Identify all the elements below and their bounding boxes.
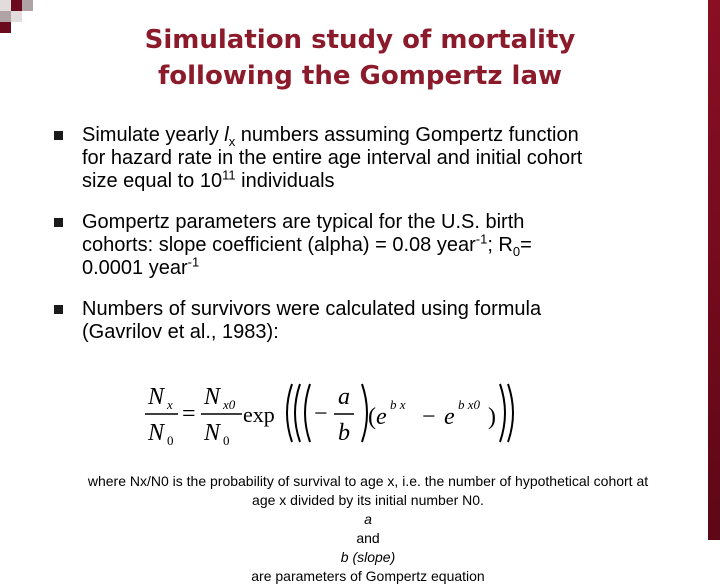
bullet-simulate bbox=[52, 124, 692, 193]
gompertz-formula bbox=[140, 376, 520, 450]
formula-N: N bbox=[148, 420, 165, 446]
footnote-text: age x divided by its initial number N0. bbox=[252, 492, 484, 508]
formula-paren bbox=[295, 384, 300, 442]
square-bullet-icon bbox=[54, 218, 63, 227]
slide-title-line-2: following the Gompertz law bbox=[157, 61, 563, 91]
footnote-italic-b: b (slope) bbox=[340, 549, 396, 565]
bullet-text: Simulate yearly bbox=[82, 124, 225, 146]
slide-title bbox=[40, 22, 680, 94]
formula-paren bbox=[362, 384, 367, 442]
bullet-text: 0.0001 year bbox=[82, 257, 188, 279]
formula-paren bbox=[305, 384, 310, 442]
formula-sub-0: 0 bbox=[167, 433, 174, 448]
bullet-survivors bbox=[52, 298, 692, 344]
bullet-text: = bbox=[520, 234, 532, 256]
footnote bbox=[28, 472, 708, 586]
formula-minus: − bbox=[422, 404, 436, 430]
bullet-text: individuals bbox=[235, 170, 335, 192]
subscript-zero: 0 bbox=[512, 244, 521, 259]
bullet-text-line: Numbers of survivors were calculated using formula bbox=[82, 298, 542, 320]
footnote-italic-a: a bbox=[364, 511, 372, 527]
footnote-text: and bbox=[356, 530, 380, 546]
formula-paren bbox=[500, 384, 505, 442]
subscript-x: x bbox=[228, 134, 236, 149]
corner-square bbox=[22, 0, 33, 11]
bullet-parameters bbox=[52, 211, 692, 280]
corner-square bbox=[11, 11, 22, 22]
bullet-text-line bbox=[82, 124, 692, 147]
formula-e: e bbox=[376, 404, 387, 430]
superscript-11: 11 bbox=[222, 167, 236, 183]
corner-square bbox=[0, 22, 11, 33]
formula-close-paren: ) bbox=[488, 404, 496, 430]
formula-N: N bbox=[204, 420, 221, 446]
footnote-line-1: where Nx/N0 is the probability of survival to age x, i.e. the number of hypothetical cohort at bbox=[87, 473, 649, 489]
formula-open-paren: ( bbox=[368, 404, 376, 430]
superscript-minus-one: -1 bbox=[475, 231, 488, 247]
formula-N: N bbox=[148, 384, 165, 410]
formula-exp: exp bbox=[243, 402, 275, 427]
formula-paren bbox=[508, 384, 513, 442]
bullet-text: ; R bbox=[487, 234, 513, 256]
formula-sub-x0: x0 bbox=[223, 397, 236, 412]
square-bullet-icon bbox=[54, 305, 63, 314]
slide-title-line-1: Simulation study of mortality bbox=[144, 25, 576, 55]
bullet-text-line bbox=[82, 231, 692, 259]
bullet-text-line: for hazard rate in the entire age interval and initial cohort bbox=[82, 147, 583, 169]
formula-paren bbox=[287, 384, 292, 442]
bullet-text-line: (Gavrilov et al., 1983): bbox=[82, 321, 279, 343]
bullet-text: cohorts: slope coefficient (alpha) = 0.08 year bbox=[82, 234, 476, 256]
bullet-list bbox=[52, 124, 692, 362]
bullet-text: size equal to 10 bbox=[82, 170, 223, 192]
formula-exponent-bx0: b x0 bbox=[458, 397, 481, 412]
variable-l: l bbox=[224, 124, 229, 146]
footnote-text: are parameters of Gompertz equation bbox=[251, 568, 485, 584]
footnote-line-2 bbox=[28, 491, 708, 586]
formula-sub-x: x bbox=[167, 397, 173, 412]
formula-exponent-bx: b x bbox=[390, 397, 406, 412]
bullet-text-line: Gompertz parameters are typical for the U.S. birth bbox=[82, 211, 525, 233]
corner-square bbox=[0, 0, 11, 11]
formula-sub-0: 0 bbox=[223, 433, 230, 448]
right-accent-band bbox=[708, 0, 720, 540]
bullet-text-line bbox=[82, 167, 692, 193]
formula-a: a bbox=[338, 384, 350, 410]
formula-e: e bbox=[444, 404, 455, 430]
formula-equals: = bbox=[182, 401, 196, 427]
bullet-text-line bbox=[82, 254, 692, 280]
formula-minus: − bbox=[314, 401, 328, 427]
corner-square bbox=[0, 11, 11, 22]
formula-b: b bbox=[338, 420, 350, 446]
superscript-minus-one: -1 bbox=[187, 254, 200, 270]
square-bullet-icon bbox=[54, 131, 63, 140]
formula-N: N bbox=[204, 384, 221, 410]
bullet-text: numbers assuming Gompertz function bbox=[235, 124, 579, 146]
corner-square bbox=[11, 0, 22, 11]
